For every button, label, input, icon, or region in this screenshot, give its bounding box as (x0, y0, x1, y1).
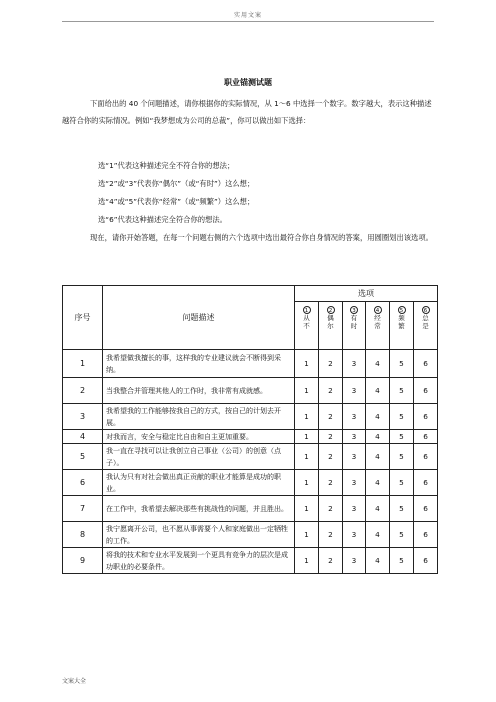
option-header-2 (319, 302, 343, 350)
answer-option-3[interactable]: 3 (343, 404, 366, 430)
document-title: 职业锚测试题 (224, 78, 272, 87)
option-label-char: 是 (422, 322, 429, 330)
option-label-char: 不 (303, 322, 310, 330)
question-text: 我宁愿离开公司，也不愿从事需要个人和家庭做出一定牺牲的工作。 (103, 522, 295, 548)
table-row (63, 548, 438, 574)
question-text: 将我的技术和专业水平发展到一个更具有竞争力的层次是成功职业的必要条件。 (103, 548, 295, 574)
table-row (63, 350, 438, 378)
option-number-circle: 1 (303, 306, 311, 314)
option-line-2: 选“2”或“3”代表你“偶尔”（或“有时”）这么想； (98, 179, 255, 188)
answer-option-5[interactable]: 5 (390, 404, 414, 430)
question-number: 2 (63, 378, 103, 404)
option-label-char: 偶 (327, 314, 334, 322)
header-seq: 序号 (63, 286, 103, 350)
option-label-char: 繁 (398, 322, 405, 330)
table-row (63, 430, 438, 444)
answer-option-1[interactable]: 1 (295, 522, 319, 548)
header-divider (62, 21, 434, 22)
answer-option-1[interactable]: 1 (295, 470, 319, 496)
option-header-1 (295, 302, 319, 350)
question-text: 对我而言，安全与稳定比自由和自主更加重要。 (103, 430, 295, 444)
question-text: 我认为只有对社会做出真正贡献的职业才能算是成功的职业。 (103, 470, 295, 496)
question-text: 我希望我的工作能够按我自己的方式，按自己的计划去开展。 (103, 404, 295, 430)
question-text: 在工作中，我希望去解决那些有挑战性的问题，并且胜出。 (103, 496, 295, 522)
answer-option-3[interactable]: 3 (343, 548, 366, 574)
table-row (63, 444, 438, 470)
page-header: 实用文案 (233, 12, 262, 19)
question-number: 8 (63, 522, 103, 548)
answer-option-4[interactable]: 4 (366, 378, 390, 404)
answer-option-6[interactable]: 6 (414, 378, 438, 404)
question-text: 我一直在寻找可以让我创立自己事业（公司）的创意（点子）。 (103, 444, 295, 470)
answer-option-4[interactable]: 4 (366, 496, 390, 522)
header-options: 选项 (295, 286, 438, 302)
answer-option-6[interactable]: 6 (414, 430, 438, 444)
option-label-char: 经 (374, 314, 381, 322)
page-footer: 文案大全 (62, 678, 87, 685)
answer-option-1[interactable]: 1 (295, 548, 319, 574)
question-number: 7 (63, 496, 103, 522)
question-text: 我希望做我擅长的事，这样我的专业建议就会不断得到采纳。 (103, 350, 295, 378)
answer-option-1[interactable]: 1 (295, 350, 319, 378)
answer-option-3[interactable]: 3 (343, 470, 366, 496)
answer-option-2[interactable]: 2 (319, 548, 343, 574)
option-label-char: 时 (350, 322, 358, 330)
answer-option-3[interactable]: 3 (343, 522, 366, 548)
option-header-3 (343, 302, 366, 350)
table-row (63, 470, 438, 496)
answer-option-5[interactable]: 5 (390, 470, 414, 496)
answer-option-1[interactable]: 1 (295, 404, 319, 430)
question-number: 3 (63, 404, 103, 430)
option-number-circle: 5 (398, 306, 406, 314)
answer-option-3[interactable]: 3 (343, 430, 366, 444)
question-number: 1 (63, 350, 103, 378)
table-row (63, 522, 438, 548)
table-row (63, 378, 438, 404)
option-label-char: 总 (422, 314, 429, 322)
answer-option-6[interactable]: 6 (414, 496, 438, 522)
answer-option-3[interactable]: 3 (343, 496, 366, 522)
answer-option-4[interactable]: 4 (366, 548, 390, 574)
answer-option-5[interactable]: 5 (390, 522, 414, 548)
answer-option-5[interactable]: 5 (390, 350, 414, 378)
answer-option-2[interactable]: 2 (319, 522, 343, 548)
answer-option-6[interactable]: 6 (414, 404, 438, 430)
answer-option-2[interactable]: 2 (319, 444, 343, 470)
question-text: 当我整合并管理其他人的工作时，我非常有成就感。 (103, 378, 295, 404)
option-number-circle: 3 (350, 306, 358, 314)
option-number-circle: 4 (374, 306, 382, 314)
option-number-circle: 2 (327, 306, 335, 314)
question-number: 4 (63, 430, 103, 444)
answer-option-6[interactable]: 6 (414, 350, 438, 378)
answer-option-3[interactable]: 3 (343, 444, 366, 470)
answer-option-1[interactable]: 1 (295, 496, 319, 522)
answer-option-4[interactable]: 4 (366, 444, 390, 470)
answer-option-4[interactable]: 4 (366, 350, 390, 378)
question-number: 9 (63, 548, 103, 574)
option-label-char: 频 (398, 314, 405, 322)
option-label-char: 尔 (327, 322, 334, 330)
answer-option-2[interactable]: 2 (319, 378, 343, 404)
answer-option-2[interactable]: 2 (319, 350, 343, 378)
answer-option-5[interactable]: 5 (390, 496, 414, 522)
option-label-char: 常 (374, 322, 381, 330)
answer-option-1[interactable]: 1 (295, 378, 319, 404)
answer-option-1[interactable]: 1 (295, 444, 319, 470)
option-label-char: 从 (303, 314, 310, 322)
answer-option-5[interactable]: 5 (390, 430, 414, 444)
answer-option-6[interactable]: 6 (414, 522, 438, 548)
table-row (63, 404, 438, 430)
intro-paragraph: 下面给出的 40 个问题描述，请你根据你的实际情况，从 1～6 中选择一个数字。数字越大，表示这种描述越符合你的实际情况。例如“我梦想成为公司的总裁”，你可以做出如下选择： (62, 99, 432, 125)
option-header-6 (414, 302, 438, 350)
question-number: 6 (63, 470, 103, 496)
answer-option-5[interactable]: 5 (390, 548, 414, 574)
answer-option-5[interactable]: 5 (390, 378, 414, 404)
answer-option-6[interactable]: 6 (414, 444, 438, 470)
option-line-1: 选“1”代表这种描述完全不符合你的想法； (98, 161, 235, 170)
option-line-4: 选“6”代表这种描述完全符合你的想法。 (98, 215, 227, 224)
option-number-circle: 6 (422, 306, 430, 314)
question-number: 5 (63, 444, 103, 470)
option-label-char: 有 (350, 314, 358, 322)
table-row (63, 496, 438, 522)
answer-option-2[interactable]: 2 (319, 470, 343, 496)
answer-option-4[interactable]: 4 (366, 470, 390, 496)
answer-option-3[interactable]: 3 (343, 378, 366, 404)
instruction-paragraph: 现在，请你开始答题，在每一个问题右侧的六个选项中选出最符合你自身情况的答案，用圆圈划出该选项。 (90, 233, 433, 242)
option-header-4 (366, 302, 390, 350)
answer-option-4[interactable]: 4 (366, 430, 390, 444)
option-line-3: 选“4”或“5”代表你“经常”（或“频繁”）这么想； (98, 197, 255, 206)
answer-option-4[interactable]: 4 (366, 522, 390, 548)
option-header-5 (390, 302, 414, 350)
answer-option-2[interactable]: 2 (319, 404, 343, 430)
answer-option-6[interactable]: 6 (414, 470, 438, 496)
answer-option-3[interactable]: 3 (343, 350, 366, 378)
answer-option-6[interactable]: 6 (414, 548, 438, 574)
answer-option-1[interactable]: 1 (295, 430, 319, 444)
answer-option-5[interactable]: 5 (390, 444, 414, 470)
answer-option-2[interactable]: 2 (319, 430, 343, 444)
answer-option-2[interactable]: 2 (319, 496, 343, 522)
header-description: 问题描述 (103, 286, 295, 350)
question-table (62, 285, 438, 574)
answer-option-4[interactable]: 4 (366, 404, 390, 430)
